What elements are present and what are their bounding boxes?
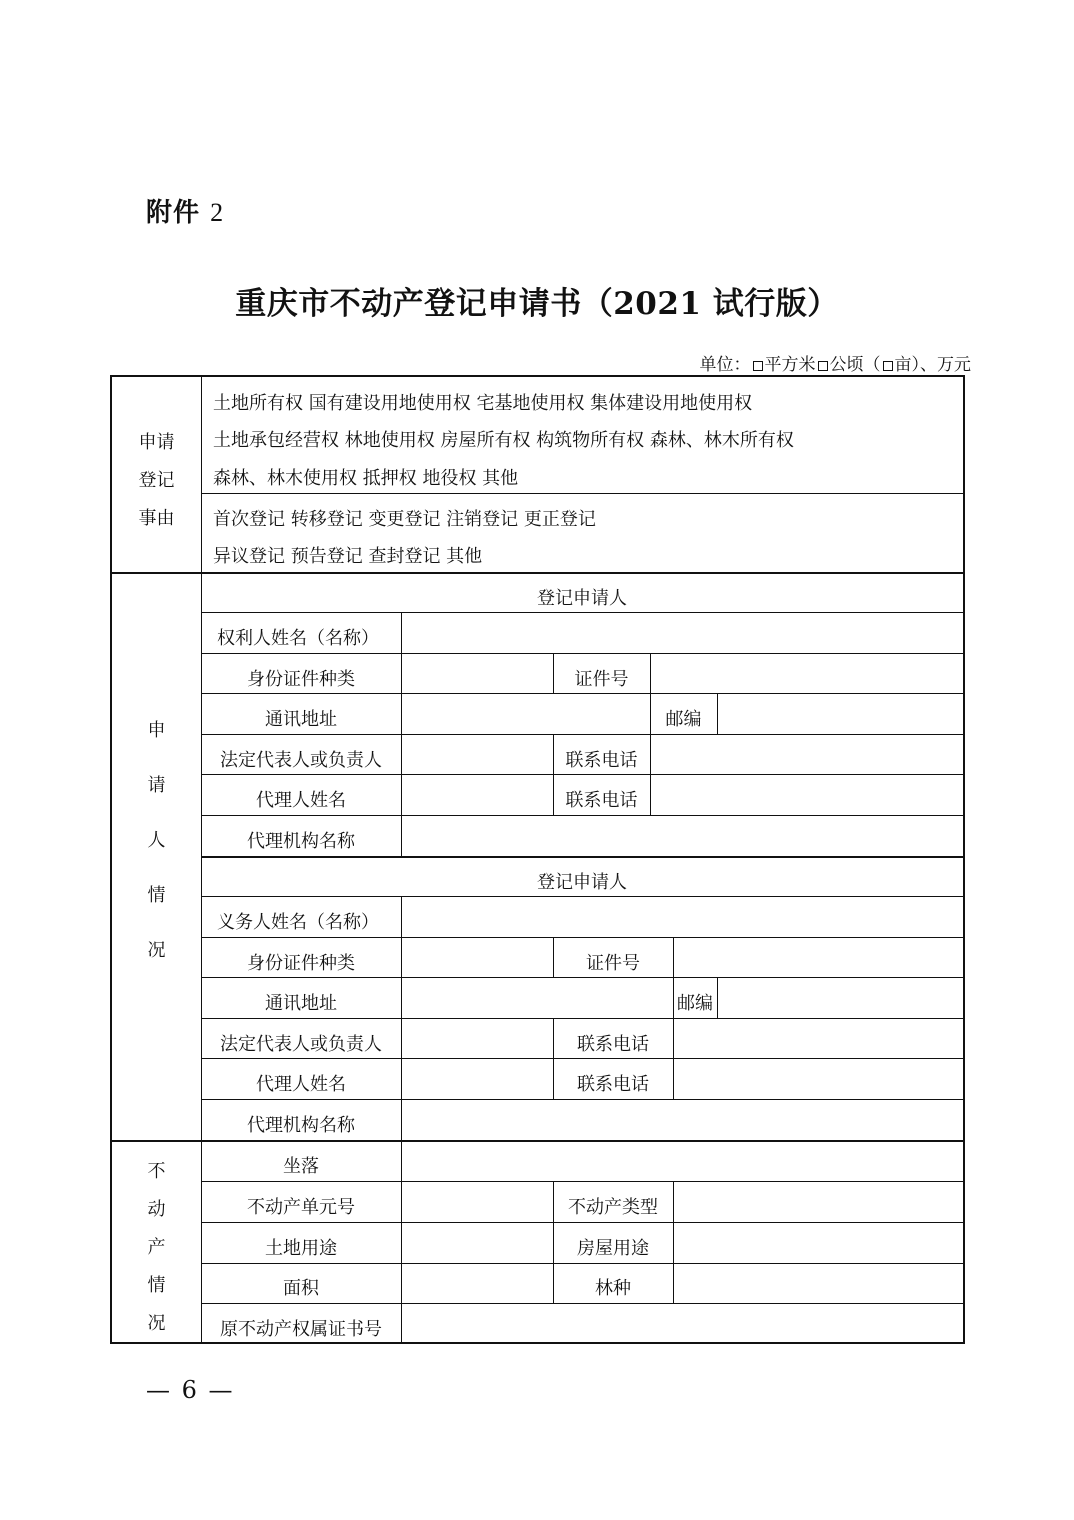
old-cert-label: 原不动产权属证书号 <box>220 1319 382 1340</box>
address-label: 通讯地址 <box>265 709 337 730</box>
side-label-reason-3: 事由 <box>138 508 175 529</box>
property-type-label: 不动产类型 <box>568 1197 658 1218</box>
agency-label: 代理机构名称 <box>247 1115 355 1136</box>
side-label-property-4: 情 <box>147 1275 166 1296</box>
phone-label: 联系电话 <box>577 1034 649 1055</box>
postcode-label: 邮编 <box>665 709 702 730</box>
type-line-2: 异议登记 预告登记 查封登记 其他 <box>213 546 483 567</box>
side-label-reason-2: 登记 <box>138 470 175 491</box>
rights-line-3: 森林、林木使用权 抵押权 地役权 其他 <box>213 468 519 489</box>
side-label-property-2: 动 <box>147 1199 166 1220</box>
area-label: 面积 <box>283 1278 319 1299</box>
id-no-label: 证件号 <box>586 953 640 974</box>
application-form <box>110 375 965 1344</box>
side-label-applicant-3: 人 <box>147 830 166 851</box>
forest-label: 林种 <box>595 1278 631 1299</box>
rights-line-2: 土地承包经营权 林地使用权 房屋所有权 构筑物所有权 森林、林木所有权 <box>213 430 794 451</box>
id-no-label: 证件号 <box>574 669 629 690</box>
agency-label: 代理机构名称 <box>247 831 355 852</box>
section-title-obligor: 登记申请人 <box>537 872 627 893</box>
checkbox-icon[interactable] <box>883 361 893 371</box>
type-line-1: 首次登记 转移登记 变更登记 注销登记 更正登记 <box>213 509 596 530</box>
side-label-property-1: 不 <box>147 1161 166 1182</box>
unit-line: 单位： 平方米 公顷（ 亩）、万元 <box>699 355 971 375</box>
checkbox-icon[interactable] <box>753 361 763 371</box>
page-number: — 6 — <box>146 1376 235 1404</box>
agent-phone-label: 联系电话 <box>565 790 638 811</box>
side-label-reason-1: 申请 <box>138 432 175 453</box>
legal-rep-label: 法定代表人或负责人 <box>220 1034 382 1055</box>
side-label-property-3: 产 <box>147 1237 166 1258</box>
agent-phone-label: 联系电话 <box>577 1074 649 1095</box>
side-label-applicant-1: 申 <box>147 720 166 741</box>
side-label-property-5: 况 <box>147 1313 166 1334</box>
agent-name-label: 代理人姓名 <box>256 1074 346 1095</box>
side-label-applicant-4: 情 <box>147 885 166 906</box>
rights-line-1: 土地所有权 国有建设用地使用权 宅基地使用权 集体建设用地使用权 <box>213 393 753 414</box>
side-label-applicant-2: 请 <box>147 775 166 796</box>
house-use-label: 房屋用途 <box>577 1238 649 1259</box>
address-label: 通讯地址 <box>265 993 337 1014</box>
id-type-label: 身份证件种类 <box>247 669 355 690</box>
id-type-label: 身份证件种类 <box>247 953 355 974</box>
postcode-label: 邮编 <box>677 993 713 1014</box>
obligor-name-label: 义务人姓名（名称） <box>217 912 379 933</box>
holder-name-label: 权利人姓名（名称） <box>217 628 379 649</box>
legal-rep-label: 法定代表人或负责人 <box>220 750 382 771</box>
section-title-holder: 登记申请人 <box>537 588 627 609</box>
checkbox-icon[interactable] <box>818 361 828 371</box>
side-label-applicant-5: 况 <box>147 940 166 961</box>
phone-label: 联系电话 <box>565 750 638 771</box>
attachment-label: 附件 2 <box>146 198 225 228</box>
agent-name-label: 代理人姓名 <box>256 790 346 811</box>
land-use-label: 土地用途 <box>265 1238 337 1259</box>
unit-no-label: 不动产单元号 <box>247 1197 355 1218</box>
page-title: 重庆市不动产登记申请书（2021 试行版） <box>235 286 839 322</box>
location-label: 坐落 <box>283 1156 319 1177</box>
